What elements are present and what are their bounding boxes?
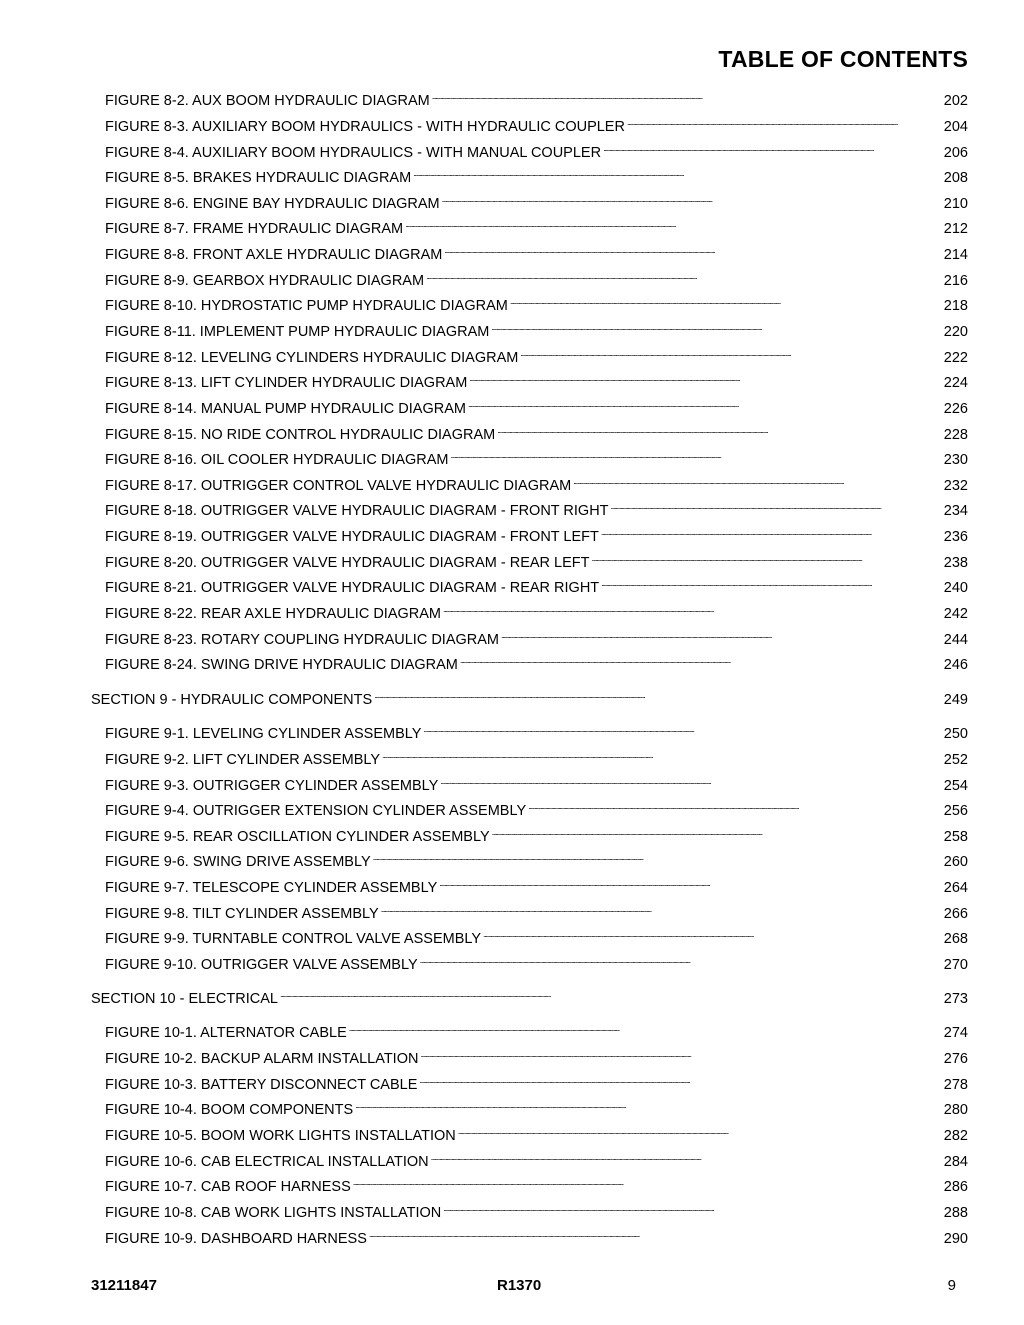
dot-leader	[627, 117, 942, 131]
dot-leader	[492, 827, 942, 841]
toc-entry-page: 222	[943, 350, 968, 366]
toc-entry-page: 214	[943, 247, 968, 263]
toc-entry[interactable]	[105, 245, 968, 264]
footer-page-number: 9	[947, 1277, 956, 1294]
toc-entry-page: 234	[943, 503, 968, 519]
toc-entry[interactable]	[105, 450, 968, 469]
toc-entry-label: FIGURE 8-21. OUTRIGGER VALVE HYDRAULIC DIAGRAM - REAR RIGHT	[105, 580, 600, 596]
toc-entry[interactable]	[105, 776, 968, 795]
dot-leader	[497, 425, 942, 439]
toc-entry[interactable]	[105, 168, 968, 187]
toc-entry[interactable]	[105, 271, 968, 290]
toc-entry-page: 254	[943, 778, 968, 794]
toc-entry[interactable]	[105, 1126, 968, 1145]
toc-entry-label: FIGURE 10-5. BOOM WORK LIGHTS INSTALLATION	[105, 1128, 456, 1144]
dot-leader	[603, 143, 942, 157]
page-title: TABLE OF CONTENTS	[718, 46, 968, 72]
toc-entry-label: FIGURE 8-13. LIFT CYLINDER HYDRAULIC DIAGRAM	[105, 375, 468, 391]
dot-leader	[573, 476, 942, 490]
dot-leader	[444, 245, 941, 259]
dot-leader	[426, 271, 942, 285]
toc-entry-page: 244	[943, 632, 968, 648]
toc-entry-page: 276	[943, 1051, 968, 1067]
toc-entry[interactable]	[105, 425, 968, 444]
toc-entry-label: FIGURE 8-18. OUTRIGGER VALVE HYDRAULIC DIAGRAM - FRONT RIGHT	[105, 503, 609, 519]
dot-leader	[423, 724, 941, 738]
dot-leader	[280, 989, 942, 1003]
toc-entry[interactable]	[105, 399, 968, 418]
toc-entry-page: 230	[943, 452, 968, 468]
toc-entry[interactable]	[105, 373, 968, 392]
toc-entry[interactable]	[105, 827, 968, 846]
toc-entry[interactable]	[105, 852, 968, 871]
toc-entry-page: 206	[943, 145, 968, 161]
toc-entry[interactable]	[105, 322, 968, 341]
toc-entry-page: 204	[943, 119, 968, 135]
toc-entry[interactable]	[105, 527, 968, 546]
toc-entry-label: FIGURE 8-8. FRONT AXLE HYDRAULIC DIAGRAM	[105, 247, 443, 263]
toc-entry-page: 216	[943, 273, 968, 289]
toc-entry-page: 284	[943, 1154, 968, 1170]
toc-entry[interactable]	[105, 117, 968, 136]
toc-entry[interactable]	[105, 604, 968, 623]
toc-entry[interactable]	[105, 143, 968, 162]
toc-entry-page: 273	[943, 991, 968, 1007]
toc-entry-page: 240	[943, 580, 968, 596]
toc-entry-page: 270	[943, 957, 968, 973]
toc-entry-label: FIGURE 8-6. ENGINE BAY HYDRAULIC DIAGRAM	[105, 196, 440, 212]
toc-entry[interactable]	[105, 1177, 968, 1196]
toc-entry-label: FIGURE 10-3. BATTERY DISCONNECT CABLE	[105, 1077, 418, 1093]
dot-leader	[592, 553, 942, 567]
toc-entry-page: 224	[943, 375, 968, 391]
toc-entry-label: FIGURE 10-9. DASHBOARD HARNESS	[105, 1231, 367, 1247]
toc-entry-label: FIGURE 8-19. OUTRIGGER VALVE HYDRAULIC DIAGRAM - FRONT LEFT	[105, 529, 599, 545]
toc-section-entry[interactable]	[91, 690, 968, 709]
toc-entry-label: FIGURE 10-1. ALTERNATOR CABLE	[105, 1025, 347, 1041]
toc-entry-page: 232	[943, 478, 968, 494]
toc-entry[interactable]	[105, 1203, 968, 1222]
toc-entry-page: 278	[943, 1077, 968, 1093]
dot-leader	[443, 604, 942, 618]
toc-entry[interactable]	[105, 1049, 968, 1068]
dot-leader	[381, 904, 942, 918]
toc-entry[interactable]	[105, 1100, 968, 1119]
toc-entry-label: FIGURE 8-5. BRAKES HYDRAULIC DIAGRAM	[105, 170, 412, 186]
dot-leader	[353, 1177, 942, 1191]
toc-entry-label: FIGURE 8-14. MANUAL PUMP HYDRAULIC DIAGRAM	[105, 401, 466, 417]
dot-leader	[432, 91, 942, 105]
toc-entry[interactable]	[105, 348, 968, 367]
toc-entry[interactable]	[105, 750, 968, 769]
dot-leader	[611, 501, 942, 515]
dot-leader	[451, 450, 942, 464]
toc-entry[interactable]	[105, 219, 968, 238]
toc-entry-page: 256	[943, 803, 968, 819]
toc-entry-page: 210	[943, 196, 968, 212]
toc-entry-label: FIGURE 8-3. AUXILIARY BOOM HYDRAULICS - WITH HYDRAULIC COUPLER	[105, 119, 625, 135]
dot-leader	[469, 373, 941, 387]
dot-leader	[420, 955, 942, 969]
toc-entry-page: 212	[943, 221, 968, 237]
toc-entry[interactable]	[105, 1075, 968, 1094]
dot-leader	[413, 168, 942, 182]
toc-entry-label: FIGURE 10-6. CAB ELECTRICAL INSTALLATION	[105, 1154, 429, 1170]
toc-entry-page: 249	[943, 692, 968, 708]
toc-entry[interactable]	[105, 476, 968, 495]
toc-entry-label: FIGURE 8-12. LEVELING CYLINDERS HYDRAULIC DIAGRAM	[105, 350, 519, 366]
dot-leader	[374, 690, 942, 704]
dot-leader	[442, 194, 942, 208]
toc-entry-label: FIGURE 8-10. HYDROSTATIC PUMP HYDRAULIC DIAGRAM	[105, 298, 508, 314]
toc-entry-label: FIGURE 9-7. TELESCOPE CYLINDER ASSEMBLY	[105, 880, 438, 896]
toc-entry[interactable]	[105, 578, 968, 597]
toc-entry-page: 242	[943, 606, 968, 622]
dot-leader	[601, 527, 942, 541]
toc-entry-page: 260	[943, 854, 968, 870]
toc-entry-label: FIGURE 8-4. AUXILIARY BOOM HYDRAULICS - WITH MANUAL COUPLER	[105, 145, 602, 161]
toc-entry[interactable]	[105, 878, 968, 897]
toc-entry-label: FIGURE 8-16. OIL COOLER HYDRAULIC DIAGRAM	[105, 452, 449, 468]
toc-entry[interactable]	[105, 801, 968, 820]
toc-entry-label: FIGURE 9-5. REAR OSCILLATION CYLINDER ASSEMBLY	[105, 829, 490, 845]
toc-entry[interactable]	[105, 1023, 968, 1042]
toc-entry-page: 288	[943, 1205, 968, 1221]
dot-leader	[520, 348, 941, 362]
toc-entry-page: 290	[943, 1231, 968, 1247]
toc-section-entry[interactable]	[91, 989, 968, 1008]
dot-leader	[443, 1203, 942, 1217]
toc-entry-label: FIGURE 8-9. GEARBOX HYDRAULIC DIAGRAM	[105, 273, 425, 289]
toc-entry[interactable]	[105, 955, 968, 974]
toc-entry[interactable]	[105, 553, 968, 572]
dot-leader	[439, 878, 942, 892]
toc-entry-label: FIGURE 8-15. NO RIDE CONTROL HYDRAULIC DIAGRAM	[105, 427, 496, 443]
toc-entry-label: FIGURE 9-1. LEVELING CYLINDER ASSEMBLY	[105, 726, 422, 742]
dot-leader	[501, 630, 942, 644]
dot-leader	[355, 1100, 942, 1114]
toc-entry-label: FIGURE 9-9. TURNTABLE CONTROL VALVE ASSEMBLY	[105, 931, 482, 947]
toc-entry-page: 246	[943, 657, 968, 673]
toc-entry-label: FIGURE 10-4. BOOM COMPONENTS	[105, 1102, 354, 1118]
toc-entry-label: FIGURE 10-8. CAB WORK LIGHTS INSTALLATION	[105, 1205, 442, 1221]
dot-leader	[420, 1049, 941, 1063]
dot-leader	[460, 655, 942, 669]
toc-entry[interactable]	[105, 194, 968, 213]
toc-entry-page: 202	[943, 93, 968, 109]
dot-leader	[601, 578, 942, 592]
toc-entry-label: FIGURE 10-7. CAB ROOF HARNESS	[105, 1179, 351, 1195]
toc-entry-page: 266	[943, 906, 968, 922]
toc-entry-label: FIGURE 9-2. LIFT CYLINDER ASSEMBLY	[105, 752, 381, 768]
toc-entry-page: 238	[943, 555, 968, 571]
toc-entry-label: FIGURE 8-17. OUTRIGGER CONTROL VALVE HYDRAULIC DIAGRAM	[105, 478, 572, 494]
toc-entry[interactable]	[105, 630, 968, 649]
dot-leader	[458, 1126, 942, 1140]
toc-entry[interactable]	[105, 904, 968, 923]
footer-part-number: 31211847	[91, 1277, 157, 1294]
toc-entry[interactable]	[105, 1152, 968, 1171]
toc-entry-page: 274	[943, 1025, 968, 1041]
dot-leader	[369, 1229, 942, 1243]
toc-entry-label: FIGURE 8-22. REAR AXLE HYDRAULIC DIAGRAM	[105, 606, 441, 622]
toc-entry-label: SECTION 10 - ELECTRICAL	[91, 991, 278, 1007]
toc-entry-page: 226	[943, 401, 968, 417]
dot-leader	[440, 776, 941, 790]
dot-leader	[468, 399, 942, 413]
toc-entry-page: 220	[943, 324, 968, 340]
toc-entry-page: 252	[943, 752, 968, 768]
toc-entry-page: 264	[943, 880, 968, 896]
toc-entry[interactable]	[105, 296, 968, 315]
toc-entry[interactable]	[105, 724, 968, 743]
toc-entry-label: FIGURE 9-10. OUTRIGGER VALVE ASSEMBLY	[105, 957, 418, 973]
dot-leader	[405, 219, 942, 233]
dot-leader	[431, 1152, 942, 1166]
toc-entry-label: SECTION 9 - HYDRAULIC COMPONENTS	[91, 692, 373, 708]
toc-entry-page: 228	[943, 427, 968, 443]
toc-entry[interactable]	[105, 91, 968, 110]
toc-entry-page: 236	[943, 529, 968, 545]
dot-leader	[491, 322, 941, 336]
dot-leader	[373, 852, 942, 866]
toc-entry-page: 282	[943, 1128, 968, 1144]
toc-entry-label: FIGURE 8-7. FRAME HYDRAULIC DIAGRAM	[105, 221, 404, 237]
toc-entry-label: FIGURE 8-11. IMPLEMENT PUMP HYDRAULIC DIAGRAM	[105, 324, 490, 340]
footer-revision: R1370	[497, 1277, 542, 1294]
toc-entry-page: 280	[943, 1102, 968, 1118]
toc-entry-label: FIGURE 8-2. AUX BOOM HYDRAULIC DIAGRAM	[105, 93, 430, 109]
toc-entry-page: 208	[943, 170, 968, 186]
toc-entry-label: FIGURE 9-8. TILT CYLINDER ASSEMBLY	[105, 906, 379, 922]
dot-leader	[382, 750, 942, 764]
toc-entry[interactable]	[105, 929, 968, 948]
toc-entry[interactable]	[105, 655, 968, 674]
toc-entry[interactable]	[105, 501, 968, 520]
toc-entry-label: FIGURE 8-20. OUTRIGGER VALVE HYDRAULIC DIAGRAM - REAR LEFT	[105, 555, 590, 571]
toc-entry-label: FIGURE 10-2. BACKUP ALARM INSTALLATION	[105, 1051, 419, 1067]
toc-entry-label: FIGURE 9-4. OUTRIGGER EXTENSION CYLINDER ASSEMBLY	[105, 803, 527, 819]
dot-leader	[349, 1023, 942, 1037]
toc-entry-label: FIGURE 8-23. ROTARY COUPLING HYDRAULIC DIAGRAM	[105, 632, 499, 648]
toc-entry[interactable]	[105, 1229, 968, 1248]
dot-leader	[510, 296, 942, 310]
toc-entry-page: 218	[943, 298, 968, 314]
toc-entry-page: 250	[943, 726, 968, 742]
dot-leader	[419, 1075, 941, 1089]
toc-entry-page: 268	[943, 931, 968, 947]
toc-entry-label: FIGURE 9-3. OUTRIGGER CYLINDER ASSEMBLY	[105, 778, 439, 794]
toc-entry-label: FIGURE 9-6. SWING DRIVE ASSEMBLY	[105, 854, 371, 870]
toc-entry-page: 258	[943, 829, 968, 845]
dot-leader	[528, 801, 942, 815]
toc-entry-page: 286	[943, 1179, 968, 1195]
dot-leader	[483, 929, 942, 943]
toc-entry-label: FIGURE 8-24. SWING DRIVE HYDRAULIC DIAGRAM	[105, 657, 458, 673]
